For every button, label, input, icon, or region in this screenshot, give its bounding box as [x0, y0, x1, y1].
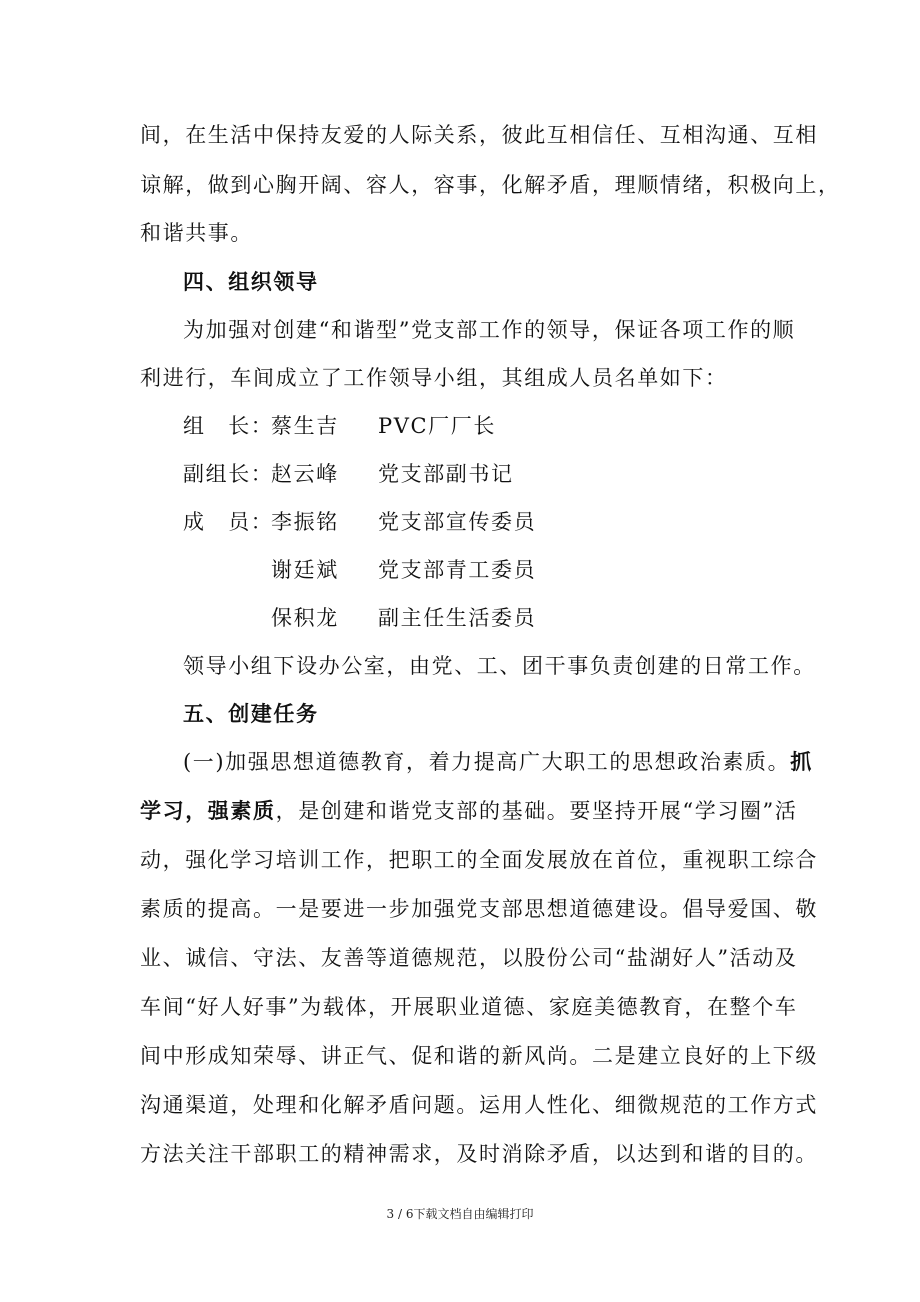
emphasis-text: 抓 — [790, 749, 813, 774]
body-text-line: 方法关注干部职工的精神需求，及时消除矛盾，以达到和谐的目的。 — [140, 1142, 818, 1166]
body-text-line: 为加强对创建“和谐型”党支部工作的领导，保证各项工作的顺 — [183, 318, 796, 342]
section-heading: 四、组织领导 — [183, 269, 319, 294]
member-name: 蔡生吉 — [271, 414, 339, 438]
page-footer: 3 / 6下载文档自由编辑打印 — [386, 1207, 534, 1221]
emphasis-text: 学习，强素质 — [140, 798, 276, 823]
body-text-line: 沟通渠道，处理和化解矛盾问题。运用人性化、细微规范的工作方式 — [140, 1093, 818, 1117]
body-text-line: 间中形成知荣辱、讲正气、促和谐的新风尚。二是建立良好的上下级 — [140, 1044, 818, 1068]
member-name: 保积龙 — [271, 606, 339, 630]
body-text-line: 素质的提高。一是要进一步加强党支部思想道德建设。倡导爱国、敬 — [140, 897, 818, 921]
member-post: 党支部青工委员 — [378, 558, 537, 582]
member-name: 赵云峰 — [271, 462, 339, 486]
member-name: 李振铭 — [271, 510, 339, 534]
body-text-line: 动，强化学习培训工作，把职工的全面发展放在首位，重视职工综合 — [140, 848, 818, 872]
member-post: 党支部副书记 — [378, 462, 514, 486]
item-text: (一)加强思想道德教育，着力提高广大职工的思想政治素质。 — [183, 750, 791, 774]
section-heading: 五、创建任务 — [183, 701, 319, 726]
member-post: PVC厂厂长 — [378, 414, 496, 438]
member-post: 副主任生活委员 — [378, 606, 537, 630]
body-text-line: 业、诚信、守法、友善等道德规范，以股份公司“盐湖好人”活动及 — [140, 946, 798, 970]
member-role: 组 长： — [183, 414, 274, 438]
member-role: 副组长： — [183, 462, 274, 486]
member-role: 成 员： — [183, 510, 274, 534]
body-text-line: 间，在生活中保持友爱的人际关系，彼此互相信任、互相沟通、互相 — [140, 123, 818, 147]
member-post: 党支部宣传委员 — [378, 510, 537, 534]
body-text-line — [183, 747, 843, 777]
body-text-line — [140, 796, 800, 826]
body-text-line: 领导小组下设办公室，由党、工、团干事负责创建的日常工作。 — [183, 654, 816, 678]
body-text-line: 利进行，车间成立了工作领导小组，其组成人员名单如下： — [140, 366, 728, 390]
member-name: 谢廷斌 — [271, 558, 339, 582]
item-text: ，是创建和谐党支部的基础。要坚持开展“学习圈”活 — [275, 799, 798, 823]
body-text-line: 车间“好人好事”为载体，开展职业道德、家庭美德教育，在整个车 — [140, 995, 798, 1019]
body-text-line: 和谐共事。 — [140, 221, 253, 245]
body-text-line: 谅解，做到心胸开阔、容人，容事，化解矛盾，理顺情绪，积极向上， — [140, 173, 841, 197]
